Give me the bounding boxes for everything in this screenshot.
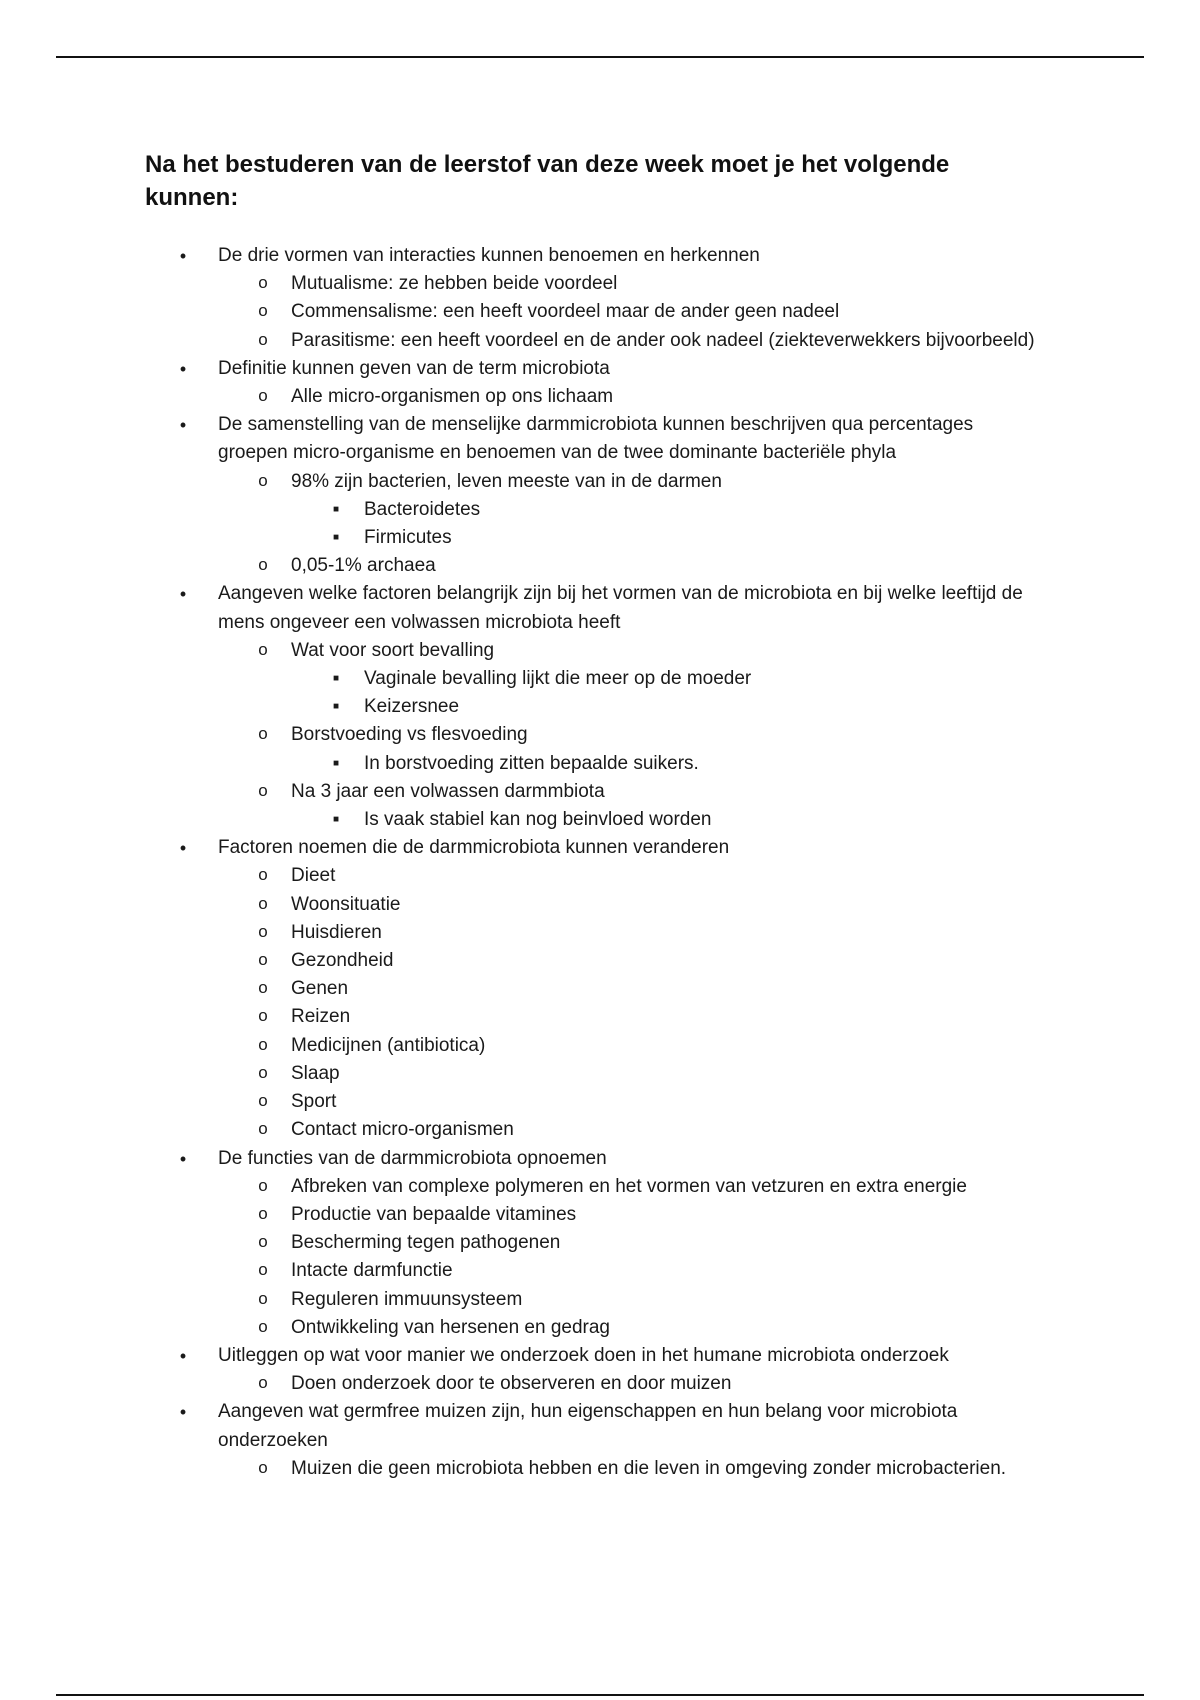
item-text: Borstvoeding vs flesvoeding (291, 724, 528, 746)
item-text: Woonsituatie (291, 893, 401, 915)
item-text: Medicijnen (antibiotica) (291, 1034, 486, 1056)
square-bullet-icon: ■ (332, 814, 340, 826)
item-text: Afbreken van complexe polymeren en het vormen van vetzuren en extra energie (291, 1175, 967, 1197)
sub-item (218, 1314, 1045, 1342)
item-text: Bacteroidetes (364, 498, 481, 520)
circle-bullet-icon: o (258, 386, 268, 406)
item-text: Aangeven welke factoren belangrijk zijn bij het vormen van de microbiota en bij welke leeftijd de mens ongeveer een volwassen microbiota heeft (218, 583, 1023, 633)
circle-bullet-icon: o (258, 950, 268, 970)
sub-item (218, 1257, 1045, 1285)
sub-item (218, 1060, 1045, 1088)
square-bullet-icon: ■ (332, 673, 340, 685)
circle-bullet-icon: o (258, 470, 268, 490)
bullet-icon: • (179, 246, 187, 266)
circle-bullet-icon: o (258, 780, 268, 800)
item-text: Alle micro-organismen op ons lichaam (291, 386, 614, 408)
item-text: Firmicutes (364, 527, 452, 549)
item-text: 0,05-1% archaea (291, 555, 436, 577)
sub-item (218, 327, 1045, 355)
item-text: 98% zijn bacterien, leven meeste van in de darmen (291, 470, 722, 492)
sub-item (218, 298, 1045, 326)
item-text: Dieet (291, 865, 336, 887)
sub-item (218, 919, 1045, 947)
page-title: Na het bestuderen van de leerstof van deze week moet je het volgende kunnen: (145, 151, 950, 211)
item-text: Uitleggen op wat voor manier we onderzoek doen in het humane microbiota onderzoek (218, 1344, 949, 1366)
circle-bullet-icon: o (258, 1316, 268, 1336)
circle-bullet-icon: o (258, 1457, 268, 1477)
item-text: De drie vormen van interacties kunnen benoemen en herkennen (218, 245, 760, 266)
square-bullet-icon: ■ (332, 701, 340, 713)
nested-list (218, 1370, 1045, 1398)
objective-item (145, 580, 1045, 834)
item-text: Reguleren immuunsysteem (291, 1288, 523, 1310)
nested-list (218, 383, 1045, 411)
sub-item (218, 1286, 1045, 1314)
circle-bullet-icon: o (258, 301, 268, 321)
sub-item (218, 468, 1045, 553)
circle-bullet-icon: o (258, 273, 268, 293)
item-text: Keizersnee (364, 696, 460, 718)
circle-bullet-icon: o (258, 639, 268, 659)
nested-list (291, 665, 1045, 721)
circle-bullet-icon: o (258, 1373, 268, 1393)
circle-bullet-icon: o (258, 724, 268, 744)
circle-bullet-icon: o (258, 978, 268, 998)
sub-sub-item (291, 524, 1045, 552)
item-text: Reizen (291, 1006, 351, 1028)
nested-list (218, 270, 1045, 355)
item-text: Muizen die geen microbiota hebben en die leven in omgeving zonder microbacterien. (291, 1457, 1007, 1479)
sub-item (218, 778, 1045, 834)
sub-item (218, 862, 1045, 890)
nested-list (218, 1173, 1045, 1342)
circle-bullet-icon: o (258, 921, 268, 941)
item-text: Vaginale bevalling lijkt die meer op de moeder (364, 668, 752, 690)
sub-item (218, 975, 1045, 1003)
sub-item (218, 1455, 1045, 1483)
item-text: Doen onderzoek door te observeren en door muizen (291, 1373, 732, 1395)
objective-item (145, 1145, 1045, 1342)
footer-rule (56, 1694, 1144, 1696)
bullet-icon: • (179, 1402, 187, 1423)
sub-item (218, 552, 1045, 580)
nested-list (218, 637, 1045, 834)
sub-item (218, 891, 1045, 919)
sub-item (218, 1370, 1045, 1398)
item-text: De functies van de darmmicrobiota opnoemen (218, 1147, 607, 1169)
sub-item (218, 947, 1045, 975)
nested-list (291, 496, 1045, 552)
bullet-icon: • (179, 584, 187, 605)
item-text: Genen (291, 978, 349, 1000)
nested-list (291, 750, 1045, 778)
circle-bullet-icon: o (258, 1260, 268, 1280)
nested-list (218, 1455, 1045, 1483)
item-text: Na 3 jaar een volwassen darmmbiota (291, 780, 605, 802)
learning-objectives-list (145, 242, 1045, 1483)
item-text: Contact micro-organismen (291, 1119, 514, 1141)
item-text: Huisdieren (291, 921, 382, 943)
item-text: Is vaak stabiel kan nog beinvloed worden (364, 809, 712, 831)
circle-bullet-icon: o (258, 1034, 268, 1054)
item-text: Wat voor soort bevalling (291, 639, 495, 661)
sub-item (218, 1173, 1045, 1201)
objective-item (145, 1342, 1045, 1398)
nested-list (218, 468, 1045, 581)
item-text: Intacte darmfunctie (291, 1260, 453, 1282)
item-text: Aangeven wat germfree muizen zijn, hun eigenschappen en hun belang voor microbiota onderzoeken (218, 1401, 958, 1451)
objective-item (145, 242, 1045, 355)
sub-item (218, 1201, 1045, 1229)
sub-sub-item (291, 806, 1045, 834)
sub-item (218, 721, 1045, 777)
bullet-icon: • (179, 1148, 187, 1169)
circle-bullet-icon: o (258, 1062, 268, 1082)
circle-bullet-icon: o (258, 329, 268, 349)
item-text: In borstvoeding zitten bepaalde suikers. (364, 752, 699, 774)
sub-sub-item (291, 496, 1045, 524)
square-bullet-icon: ■ (332, 757, 340, 769)
sub-sub-item (291, 750, 1045, 778)
header-rule (56, 56, 1144, 58)
circle-bullet-icon: o (258, 1175, 268, 1195)
item-text: Slaap (291, 1062, 340, 1084)
circle-bullet-icon: o (258, 1203, 268, 1223)
bullet-icon: • (179, 1345, 187, 1366)
objective-item (145, 355, 1045, 411)
bullet-icon: • (179, 358, 187, 379)
sub-sub-item (291, 665, 1045, 693)
sub-item (218, 1032, 1045, 1060)
item-text: Commensalisme: een heeft voordeel maar de ander geen nadeel (291, 301, 840, 323)
objective-item (145, 834, 1045, 1144)
item-text: Ontwikkeling van hersenen en gedrag (291, 1316, 610, 1338)
circle-bullet-icon: o (258, 865, 268, 885)
sub-item (218, 270, 1045, 298)
bullet-icon: • (179, 838, 187, 859)
item-text: Productie van bepaalde vitamines (291, 1203, 577, 1225)
square-bullet-icon: ■ (332, 503, 340, 515)
item-text: Gezondheid (291, 950, 394, 972)
item-text: Parasitisme: een heeft voordeel en de ander ook nadeel (ziekteverwekkers bijvoorbeeld) (291, 329, 1035, 351)
sub-item (218, 383, 1045, 411)
sub-item (218, 637, 1045, 722)
item-text: Definitie kunnen geven van de term microbiota (218, 357, 610, 379)
nested-list (291, 806, 1045, 834)
item-text: Mutualisme: ze hebben beide voordeel (291, 273, 618, 295)
sub-item (218, 1088, 1045, 1116)
circle-bullet-icon: o (258, 1119, 268, 1139)
sub-item (218, 1229, 1045, 1257)
nested-list (218, 862, 1045, 1144)
circle-bullet-icon: o (258, 1091, 268, 1111)
objective-item (145, 1398, 1045, 1483)
item-text: Sport (291, 1091, 337, 1113)
circle-bullet-icon: o (258, 893, 268, 913)
bullet-icon: • (179, 415, 187, 436)
item-text: Bescherming tegen pathogenen (291, 1232, 561, 1254)
circle-bullet-icon: o (258, 1288, 268, 1308)
circle-bullet-icon: o (258, 1006, 268, 1026)
objective-item (145, 411, 1045, 580)
circle-bullet-icon: o (258, 1232, 268, 1252)
item-text: Factoren noemen die de darmmicrobiota kunnen veranderen (218, 837, 730, 859)
sub-sub-item (291, 693, 1045, 721)
sub-item (218, 1003, 1045, 1031)
circle-bullet-icon: o (258, 555, 268, 575)
sub-item (218, 1116, 1045, 1144)
square-bullet-icon: ■ (332, 532, 340, 544)
item-text: De samenstelling van de menselijke darmmicrobiota kunnen beschrijven qua percentages groepen micro-organisme en benoemen van de twee dominante bacteriële phyla (218, 414, 974, 464)
